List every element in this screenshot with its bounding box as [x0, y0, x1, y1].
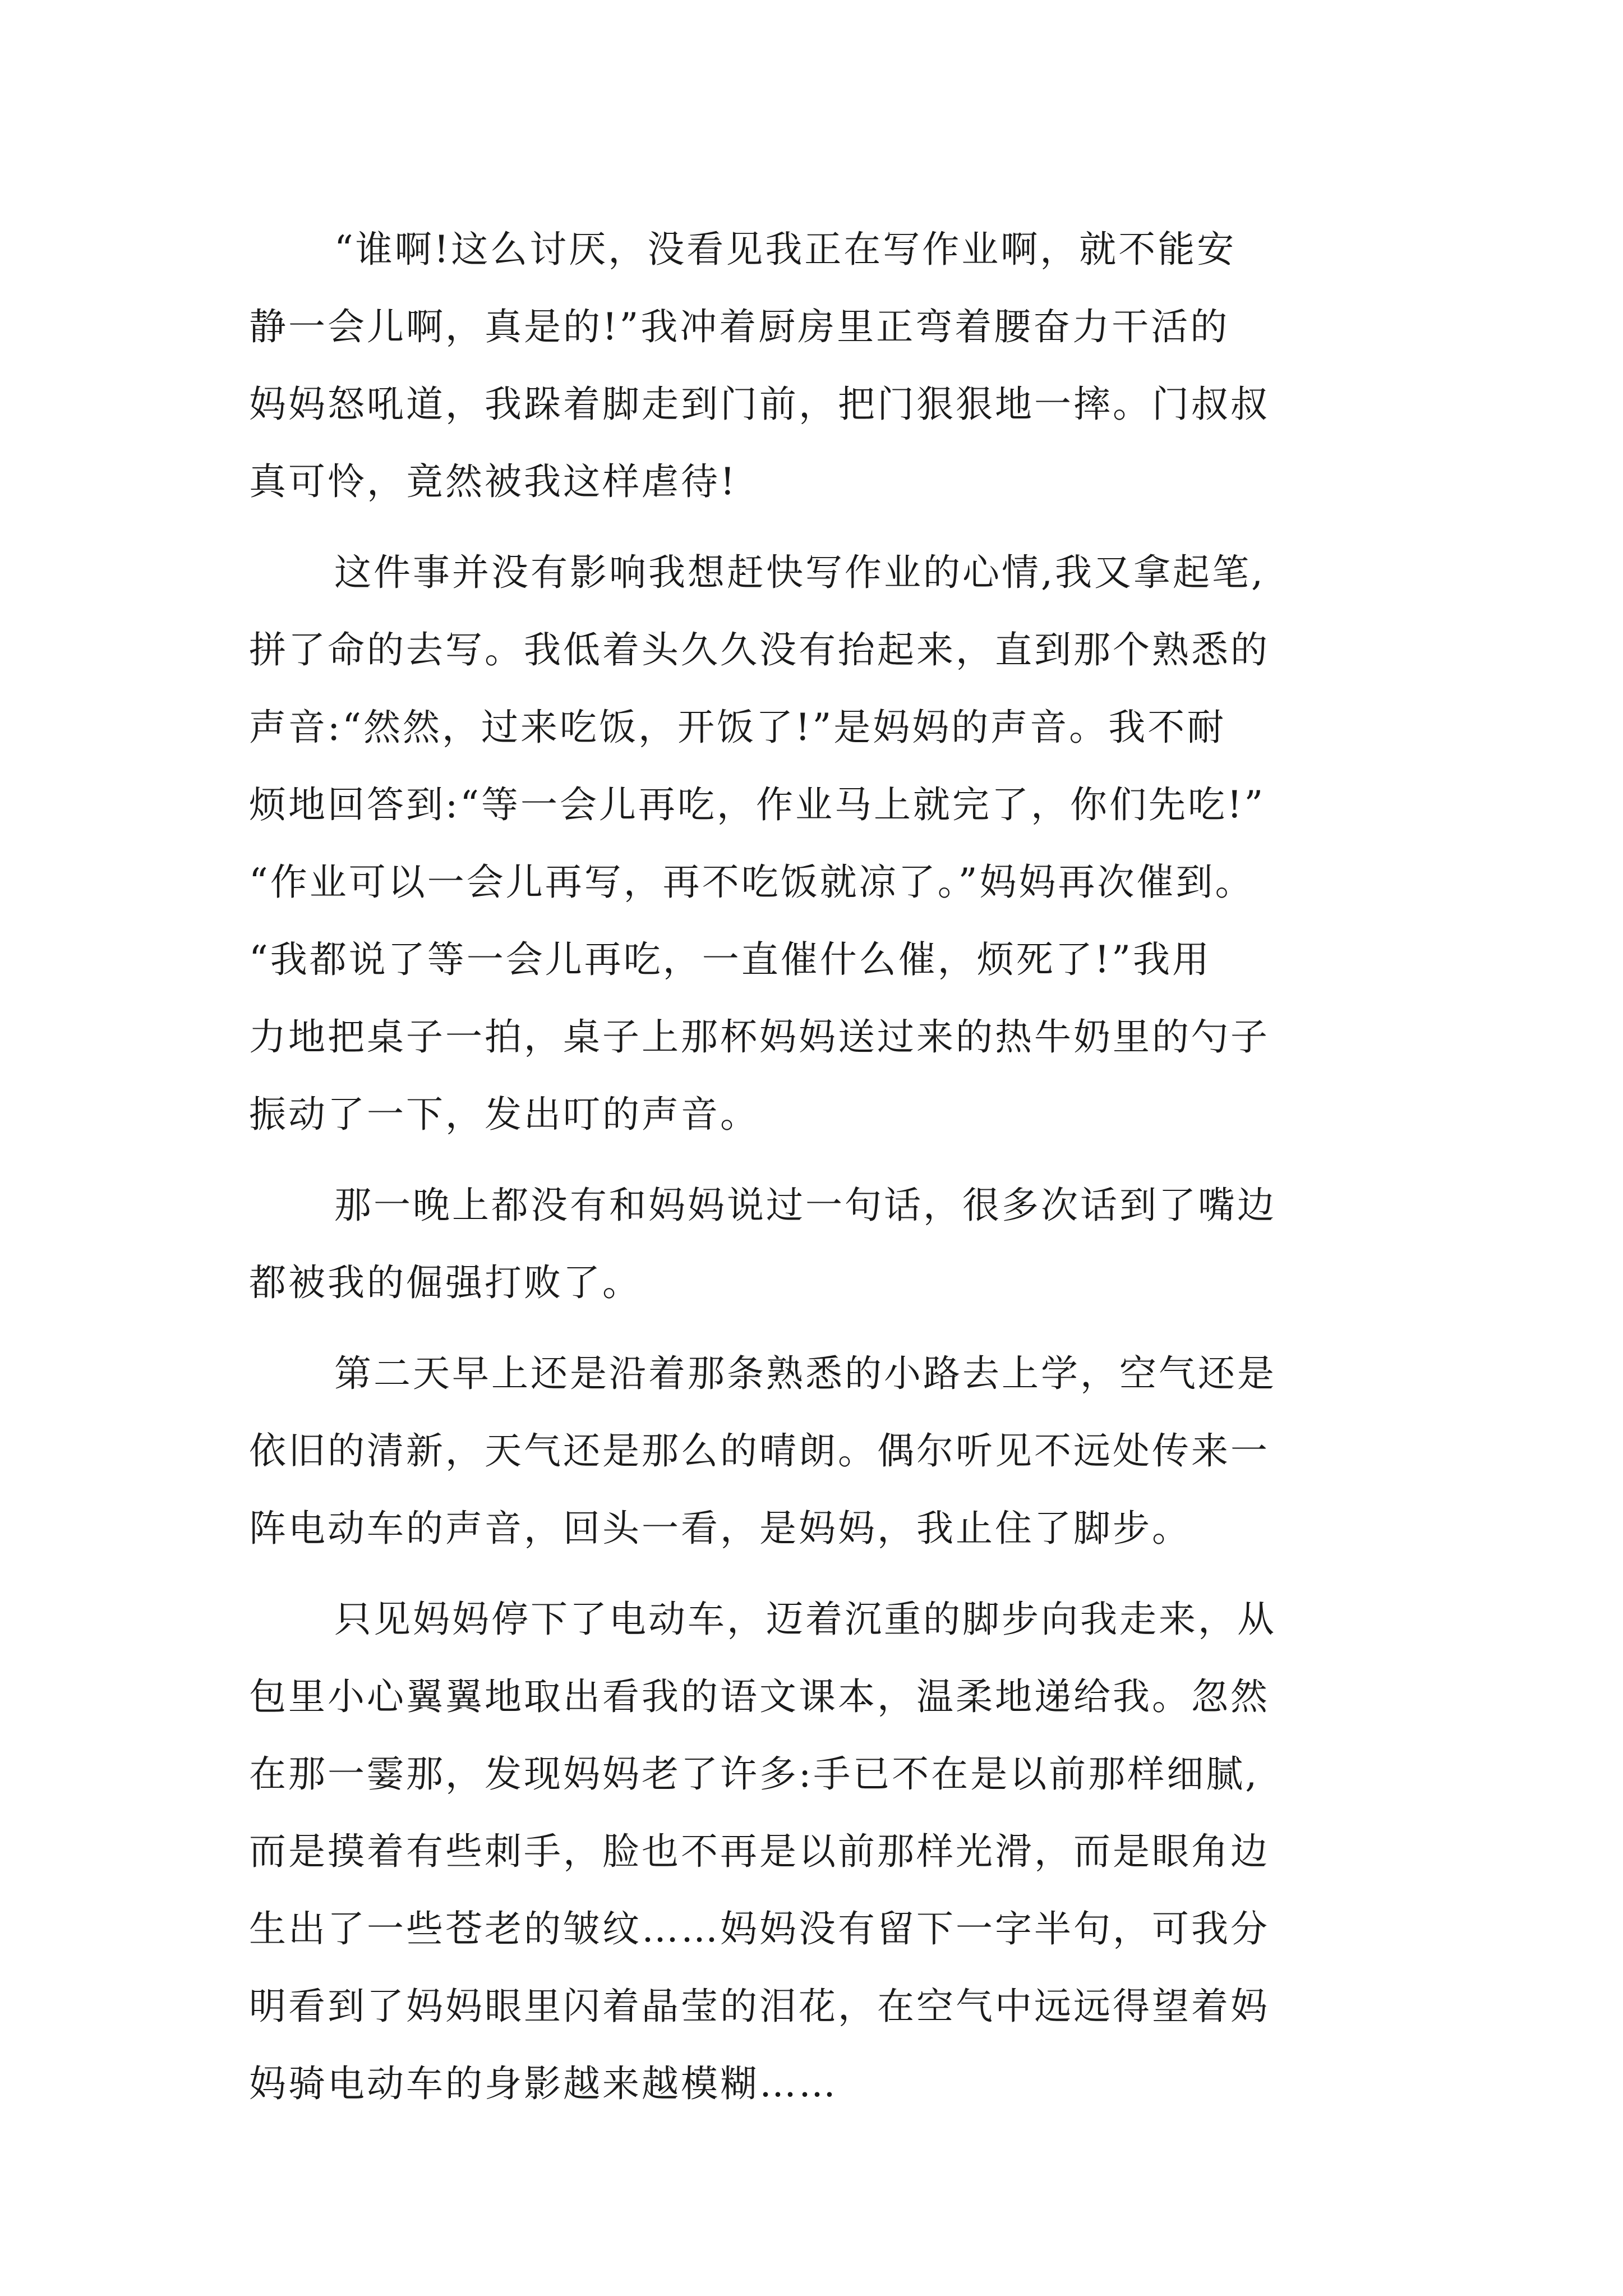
text-line: 明看到了妈妈眼里闪着晶莹的泪花，在空气中远远得望着妈 [249, 1985, 1270, 2028]
paragraph-3 [249, 1167, 1399, 1322]
text-line: 妈妈怒吼道，我跺着脚走到门前，把门狠狠地一摔。门叔叔 [249, 383, 1270, 426]
paragraph-4 [249, 1335, 1399, 1567]
document-body [249, 211, 1399, 2136]
paragraph-5 [249, 1581, 1399, 2123]
text-line: 烦地回答到:“等一会儿再吃，作业马上就完了，你们先吃!” [249, 783, 1266, 826]
text-line: 包里小心翼翼地取出看我的语文课本，温柔地递给我。忽然 [249, 1675, 1270, 1718]
text-line: 振动了一下，发出叮的声音。 [249, 1093, 759, 1136]
text-line: 依旧的清新，天气还是那么的晴朗。偶尔听见不远处传来一 [249, 1429, 1270, 1473]
text-line: 在那一霎那，发现妈妈老了许多:手已不在是以前那样细腻, [249, 1752, 1260, 1796]
text-line: 生出了一些苍老的皱纹……妈妈没有留下一字半句，可我分 [249, 1907, 1270, 1950]
text-line: 声音:“然然，过来吃饭，开饭了!”是妈妈的声音。我不耐 [249, 706, 1227, 749]
text-line: “作业可以一会儿再写，再不吃饭就凉了。”妈妈再次催到。 [249, 861, 1255, 904]
text-line: 力地把桌子一拍，桌子上那杯妈妈送过来的热牛奶里的勺子 [249, 1015, 1270, 1059]
text-line: 都被我的倔强打败了。 [249, 1261, 642, 1304]
text-line: 拼了命的去写。我低着头久久没有抬起来，直到那个熟悉的 [249, 628, 1270, 671]
text-line: “谁啊!这么讨厌，没看见我正在写作业啊，就不能安 [334, 228, 1237, 271]
text-line: 阵电动车的声音，回头一看，是妈妈，我止住了脚步。 [249, 1507, 1191, 1550]
text-line: 第二天早上还是沿着那条熟悉的小路去上学，空气还是 [334, 1352, 1276, 1395]
text-line: 只见妈妈停下了电动车，迈着沉重的脚步向我走来，从 [334, 1598, 1276, 1641]
paragraph-1 [249, 211, 1399, 521]
paragraph-2 [249, 534, 1399, 1153]
text-line: “我都说了等一会儿再吃，一直催什么催，烦死了!”我用 [249, 938, 1212, 981]
text-line: 真可怜，竟然被我这样虐待! [249, 460, 737, 503]
text-line: 而是摸着有些刺手，脸也不再是以前那样光滑，而是眼角边 [249, 1830, 1270, 1873]
text-line: 静一会儿啊，真是的!”我冲着厨房里正弯着腰奋力干活的 [249, 305, 1230, 348]
text-line: 妈骑电动车的身影越来越模糊…… [249, 2062, 838, 2105]
text-line: 那一晚上都没有和妈妈说过一句话，很多次话到了嘴边 [334, 1184, 1276, 1227]
text-line: 这件事并没有影响我想赶快写作业的心情,我又拿起笔, [334, 551, 1265, 594]
